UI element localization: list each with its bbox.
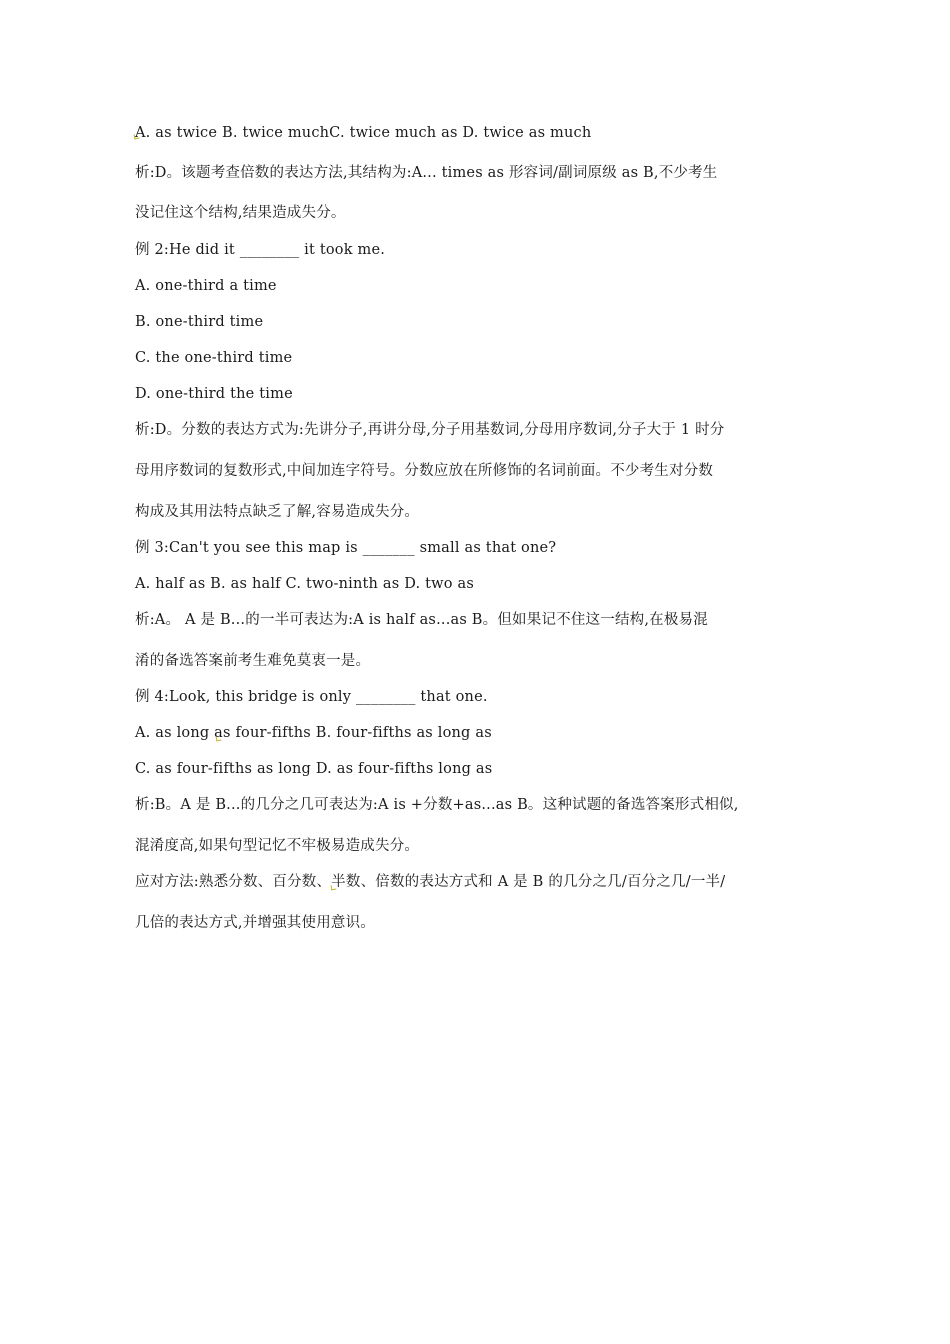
- text-line: A. as twice B. twice muchC. twice much as D. twice as much: [135, 125, 592, 141]
- text-line: 析:D。该题考查倍数的表达方法,其结构为:A... times as 形容词/副词原级 as B,不少考生: [135, 165, 718, 181]
- text-line: 几倍的表达方式,并增强其使用意识。: [135, 915, 376, 931]
- text-line: 母用序数词的复数形式,中间加连字符号。分数应放在所修饰的名词前面。不少考生对分数: [135, 463, 714, 479]
- text-line: 应对方法:熟悉分数、百分数、半数、倍数的表达方式和 A 是 B 的几分之几/百分之几/一半/: [135, 874, 726, 890]
- text-line: C. the one-third time: [135, 350, 293, 366]
- text-line: A. as long as four-fifths B. four-fifths as long as: [135, 725, 492, 741]
- text-line: 淆的备选答案前考生难免莫衷一是。: [135, 653, 371, 669]
- text-line: 混淆度高,如果句型记忆不牢极易造成失分。: [135, 838, 420, 854]
- text-line: 析:D。分数的表达方式为:先讲分子,再讲分母,分子用基数词,分母用序数词,分子大于 1 时分: [135, 422, 725, 438]
- annotation-mark: [331, 885, 337, 891]
- text-line: 例 2:He did it ________ it took me.: [135, 242, 386, 258]
- annotation-mark: [134, 134, 140, 140]
- annotation-mark: [216, 736, 222, 742]
- text-line: 例 4:Look, this bridge is only ________ that one.: [135, 689, 488, 705]
- text-line: 构成及其用法特点缺乏了解,容易造成失分。: [135, 504, 420, 520]
- text-line: B. one-third time: [135, 314, 264, 330]
- text-line: 例 3:Can't you see this map is _______ small as that one?: [135, 540, 557, 556]
- text-line: C. as four-fifths as long D. as four-fifths long as: [135, 761, 493, 777]
- text-line: 析:B。A 是 B...的几分之几可表达为:A is +分数+as...as B。这种试题的备选答案形式相似,: [135, 797, 739, 813]
- text-line: 没记住这个结构,结果造成失分。: [135, 205, 346, 221]
- text-line: D. one-third the time: [135, 386, 293, 402]
- text-line: A. one-third a time: [135, 278, 277, 294]
- text-line: 析:A。 A 是 B...的一半可表达为:A is half as...as B。但如果记不住这一结构,在极易混: [135, 612, 708, 628]
- text-line: A. half as B. as half C. two-ninth as D. two as: [135, 576, 474, 592]
